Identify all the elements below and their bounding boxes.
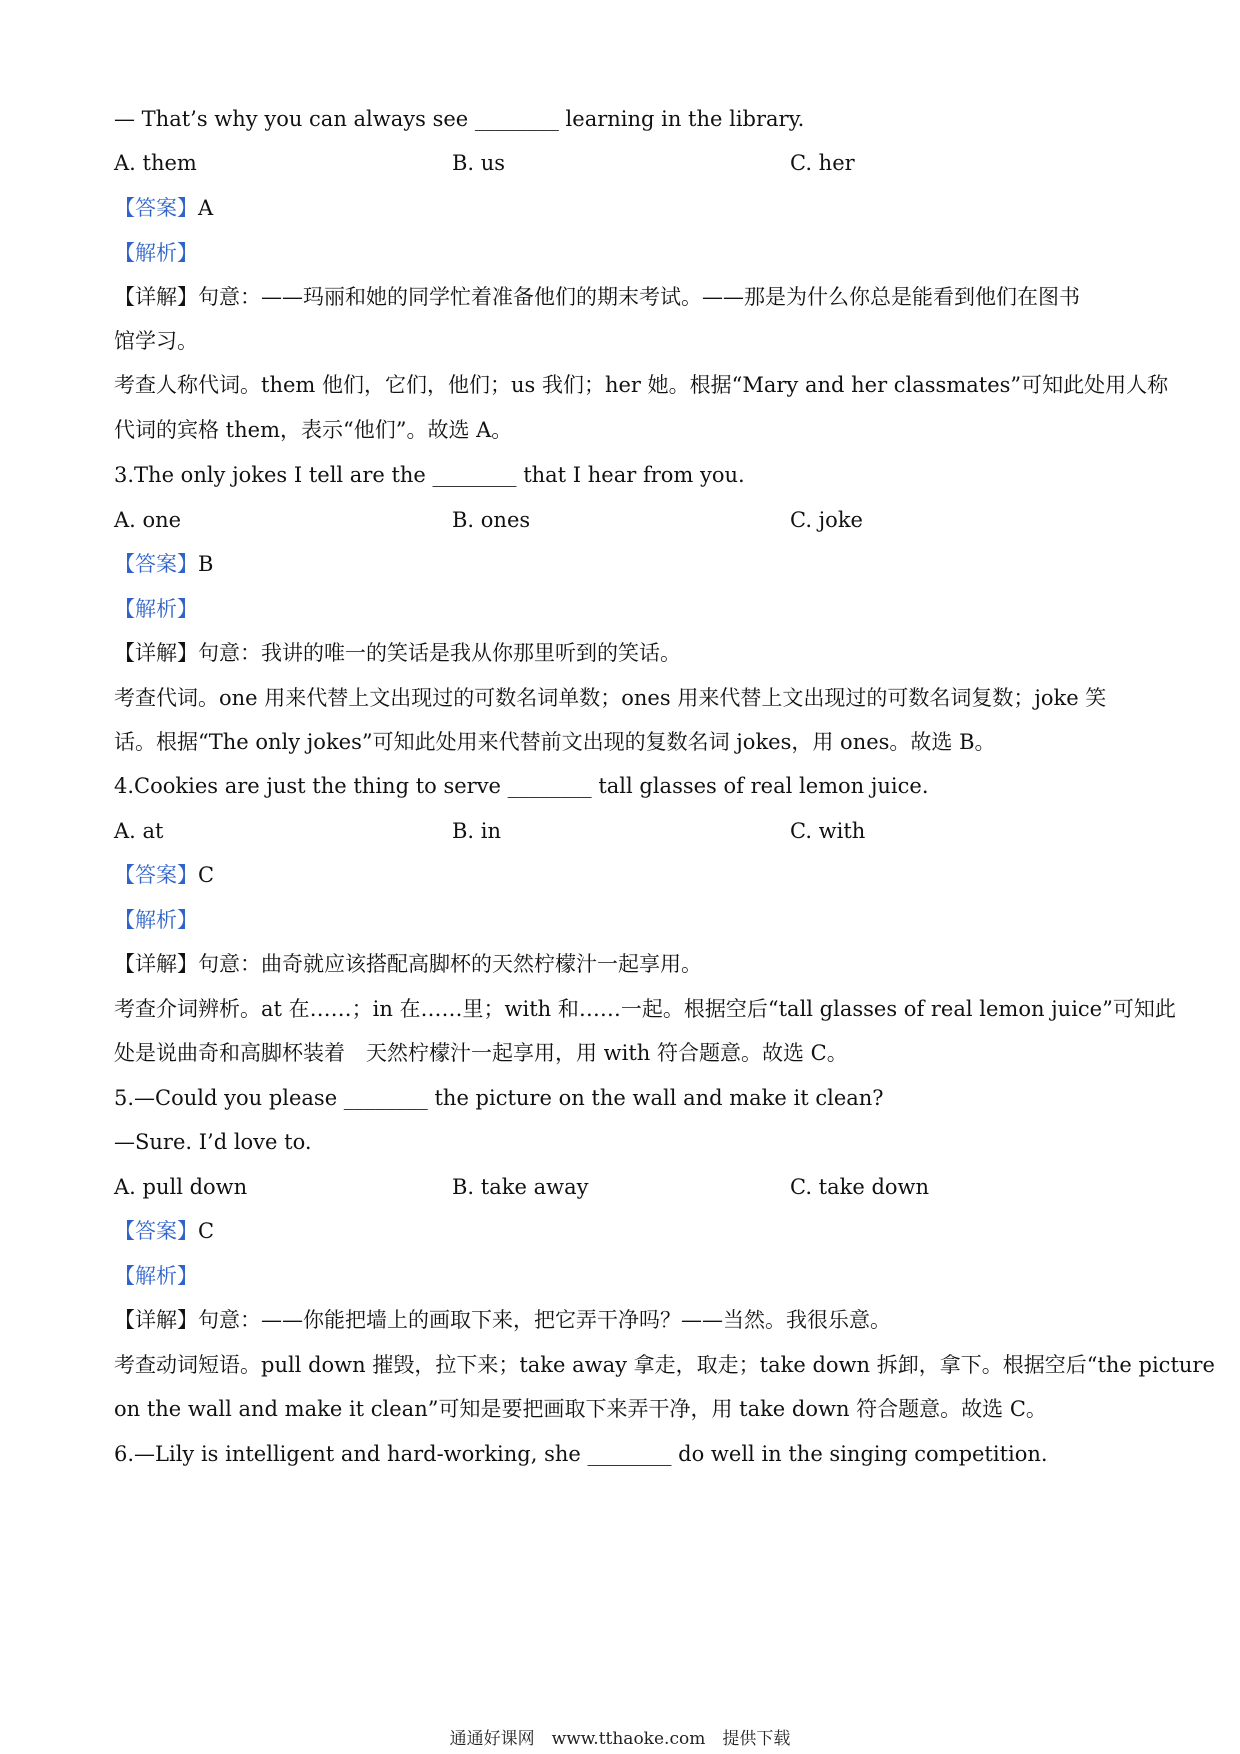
q2-detail-1 <box>114 282 1134 312</box>
q4-answer-value: C <box>198 863 215 887</box>
q5-analysis-tag: 【解析】 <box>114 1264 198 1288</box>
answer-tag: 【答案】 <box>114 196 198 220</box>
q2-detail-2: 馆学习。 <box>114 329 198 353</box>
q2-detail-3: 考查人称代词。them 他们，它们，他们；us 我们；her 她。根据“Mary and her classmates”可知此处用人称 <box>114 373 1169 397</box>
q5-option-a: A. pull down <box>114 1175 248 1199</box>
q5-detail-1 <box>114 1305 1134 1335</box>
q5-detail-text-1: 句意：——你能把墙上的画取下来，把它弄干净吗？——当然。我很乐意。 <box>198 1308 891 1332</box>
detail-tag: 【详解】 <box>114 641 198 665</box>
q5-stem-2: —Sure. I’d love to. <box>114 1130 312 1154</box>
q4-option-c: C. with <box>790 819 866 843</box>
q3-answer-value: B <box>198 552 214 576</box>
q2-analysis-tag: 【解析】 <box>114 241 198 265</box>
q3-option-b: B. ones <box>452 508 531 532</box>
q5-option-b: B. take away <box>452 1175 589 1199</box>
q4-detail-2: 考查介词辨析。at 在……；in 在……里；with 和……一起。根据空后“tall glasses of real lemon juice”可知此 <box>114 997 1176 1021</box>
q3-answer <box>114 549 1134 579</box>
q2-answer <box>114 193 1134 223</box>
q3-stem: 3.The only jokes I tell are the ________ that I hear from you. <box>114 463 745 487</box>
q2-answer-value: A <box>198 196 214 220</box>
answer-tag: 【答案】 <box>114 863 198 887</box>
q5-detail-2: 考查动词短语。pull down 摧毁，拉下来；take away 拿走，取走；take down 拆卸，拿下。根据空后“the picture <box>114 1353 1215 1377</box>
detail-tag: 【详解】 <box>114 952 198 976</box>
q5-answer-value: C <box>198 1219 215 1243</box>
q5-option-c: C. take down <box>790 1175 930 1199</box>
q2-option-b: B. us <box>452 151 506 175</box>
q3-option-c: C. joke <box>790 508 863 532</box>
q5-detail-3: on the wall and make it clean”可知是要把画取下来弄干净，用 take down 符合题意。故选 C。 <box>114 1397 1047 1421</box>
q3-option-a: A. one <box>114 508 182 532</box>
q5-answer <box>114 1216 1134 1246</box>
q4-answer <box>114 860 1134 890</box>
q4-stem: 4.Cookies are just the thing to serve ________ tall glasses of real lemon juice. <box>114 774 929 798</box>
q3-detail-3: 话。根据“The only jokes”可知此处用来代替前文出现的复数名词 jokes，用 ones。故选 B。 <box>114 730 996 754</box>
answer-tag: 【答案】 <box>114 552 198 576</box>
q4-analysis-tag: 【解析】 <box>114 908 198 932</box>
q4-detail-text-1: 句意：曲奇就应该搭配高脚杯的天然柠檬汁一起享用。 <box>198 952 702 976</box>
q3-detail-2: 考查代词。one 用来代替上文出现过的可数名词单数；ones 用来代替上文出现过的可数名词复数；joke 笑 <box>114 686 1107 710</box>
footer-source: 通通好课网 www.tthaoke.com 提供下载 <box>449 1729 791 1749</box>
q4-option-a: A. at <box>114 819 164 843</box>
q4-option-b: B. in <box>452 819 502 843</box>
q2-stem: — That’s why you can always see ________ learning in the library. <box>114 107 805 131</box>
q4-detail-1 <box>114 949 1134 979</box>
answer-tag: 【答案】 <box>114 1219 198 1243</box>
q4-detail-3: 处是说曲奇和高脚杯装着 天然柠檬汁一起享用，用 with 符合题意。故选 C。 <box>114 1041 848 1065</box>
q3-analysis-tag: 【解析】 <box>114 597 198 621</box>
q3-detail-text-1: 句意：我讲的唯一的笑话是我从你那里听到的笑话。 <box>198 641 681 665</box>
q2-detail-text-1: 句意：——玛丽和她的同学忙着准备他们的期末考试。——那是为什么你总是能看到他们在图书 <box>198 285 1080 309</box>
detail-tag: 【详解】 <box>114 1308 198 1332</box>
q2-option-a: A. them <box>114 151 197 175</box>
q2-option-c: C. her <box>790 151 855 175</box>
detail-tag: 【详解】 <box>114 285 198 309</box>
q6-stem: 6.—Lily is intelligent and hard-working, she ________ do well in the singing competition. <box>114 1442 1048 1466</box>
q2-detail-4: 代词的宾格 them，表示“他们”。故选 A。 <box>114 418 513 442</box>
q5-stem-1: 5.—Could you please ________ the picture on the wall and make it clean? <box>114 1086 884 1110</box>
q3-detail-1 <box>114 638 1134 668</box>
